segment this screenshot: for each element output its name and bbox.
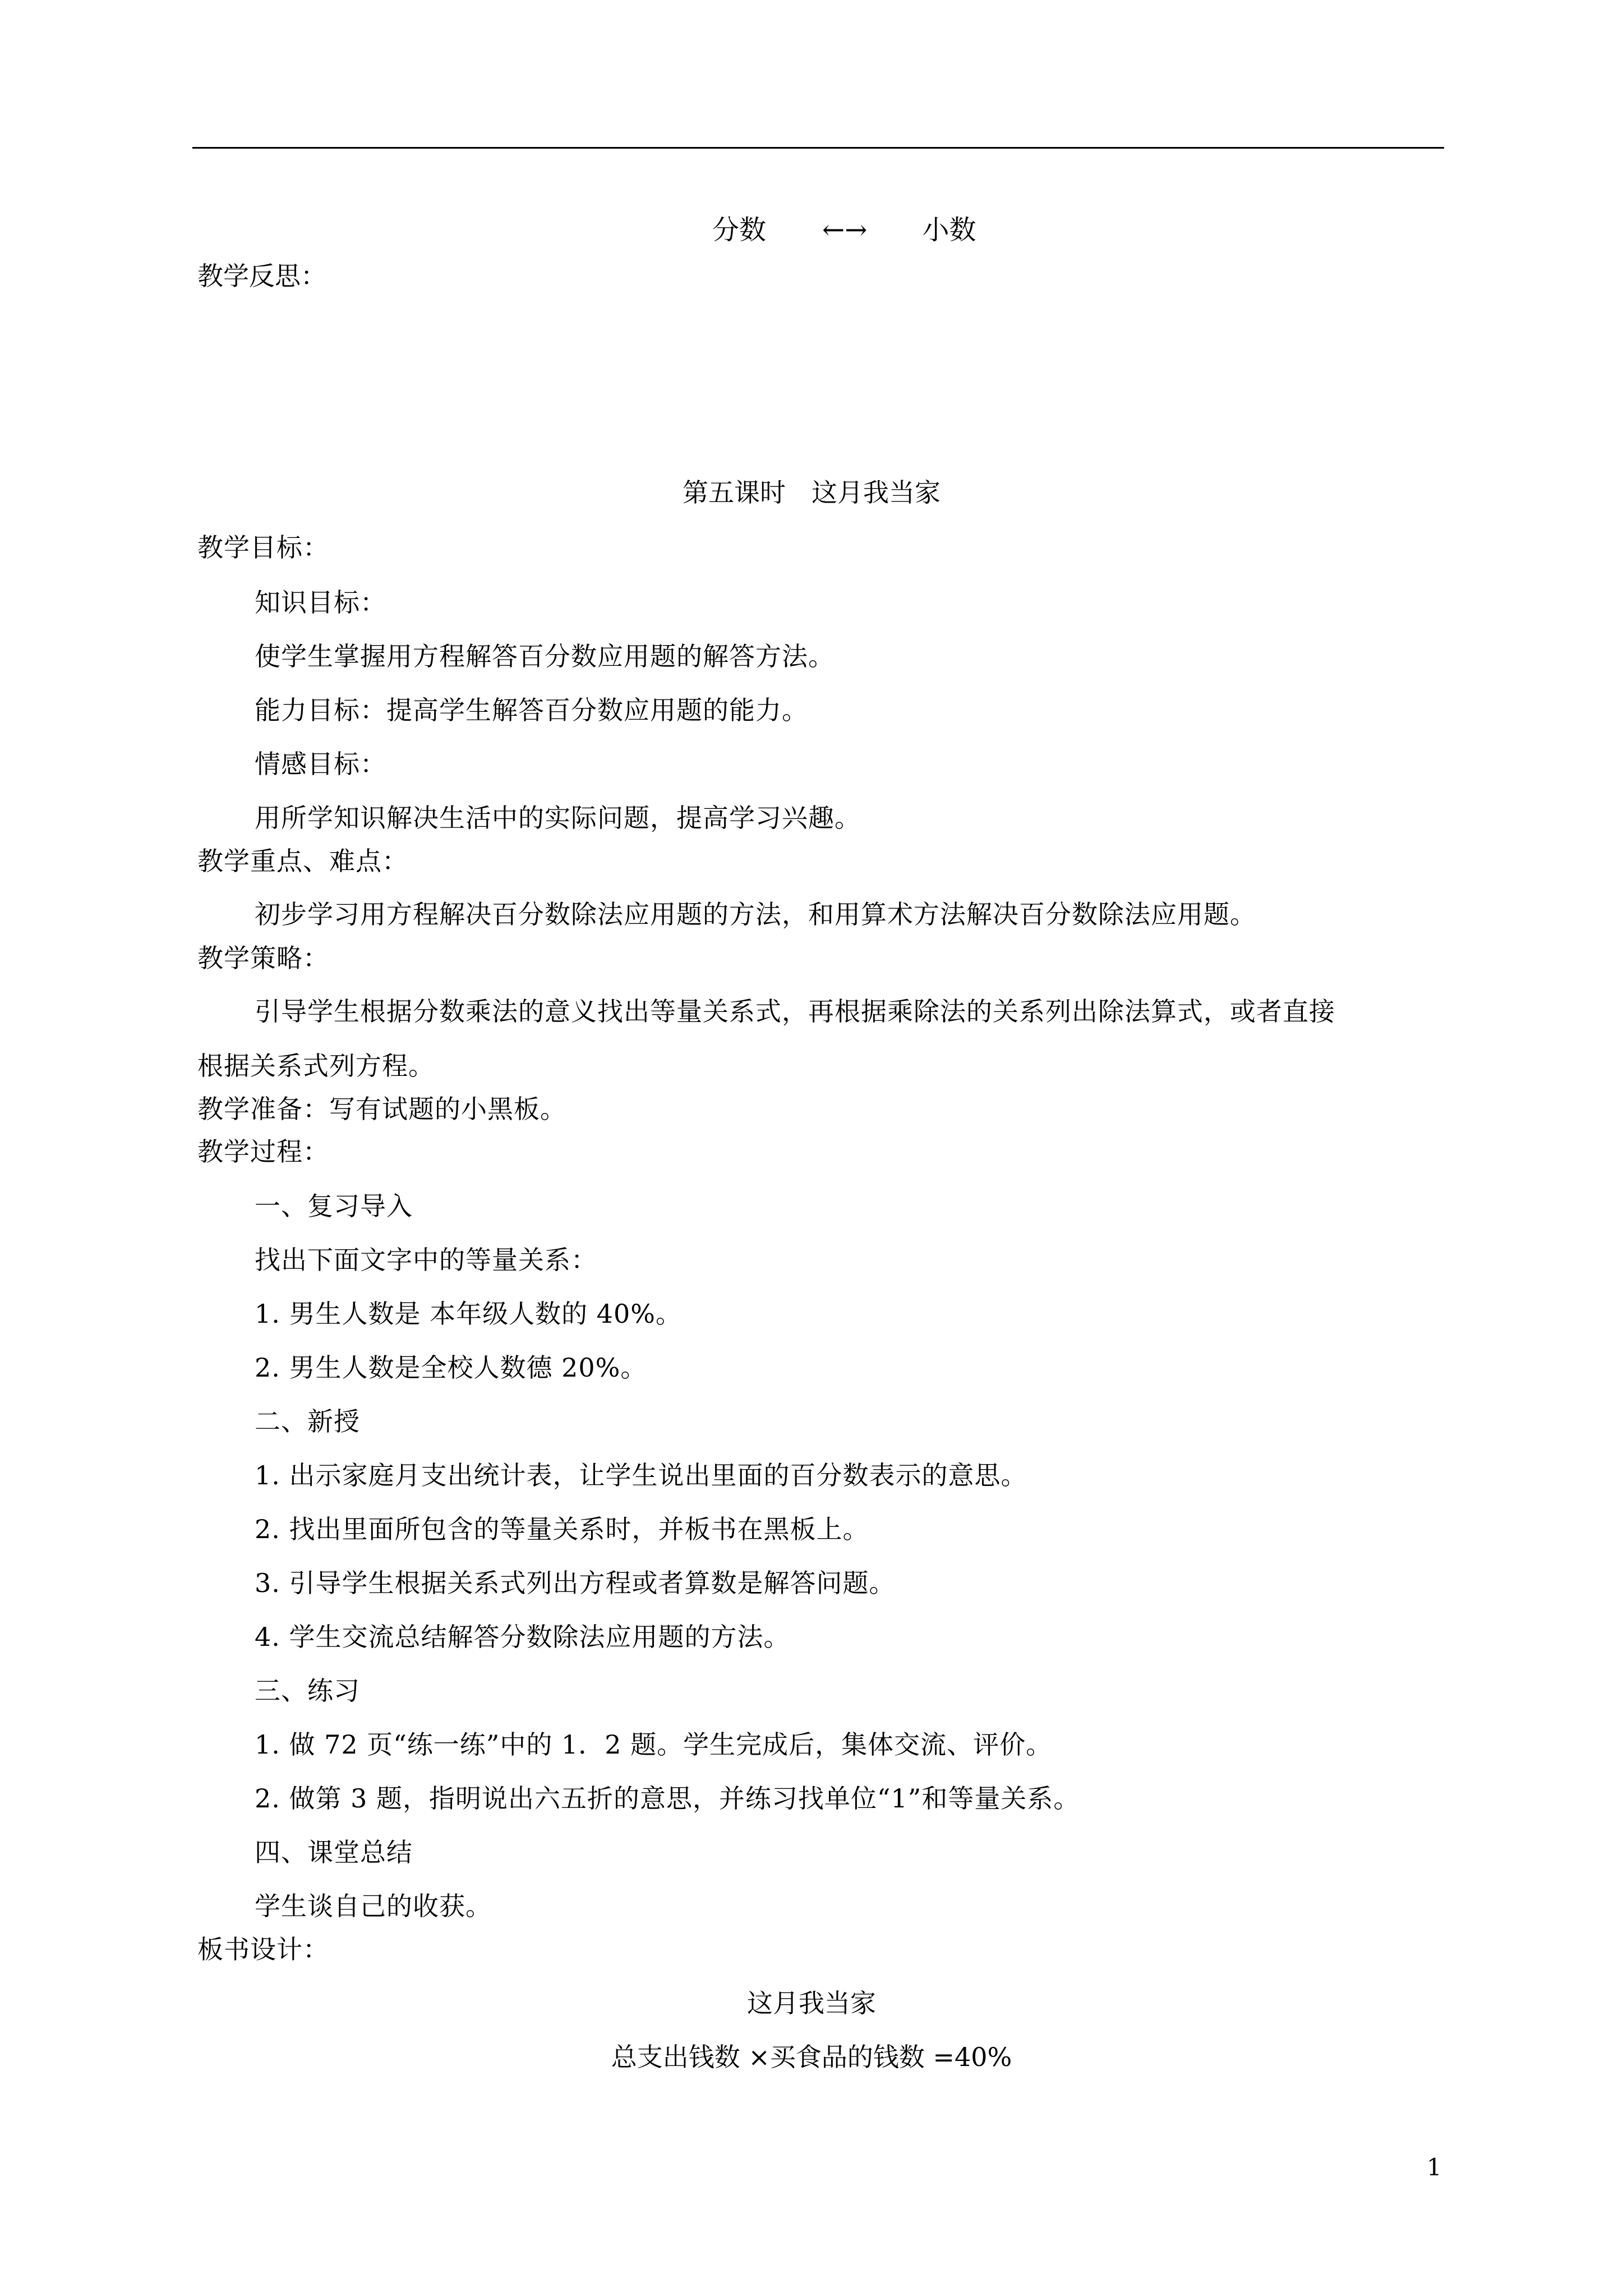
section-heading-preparation: 教学准备：写有试题的小黑板。: [197, 1094, 566, 1124]
step-new-lesson-heading: 二、新授: [255, 1406, 360, 1437]
knowledge-objective-label: 知识目标：: [255, 587, 386, 618]
fraction-decimal-conversion: [712, 213, 976, 247]
ability-objective: 能力目标：提高学生解答百分数应用题的能力。: [255, 695, 808, 725]
section-heading-key-points: 教学重点、难点：: [197, 846, 408, 876]
reflection-label: 教学反思：: [197, 261, 326, 291]
decimal-label: 小数: [922, 214, 976, 246]
review-item-2: 2. 男生人数是全校人数德 20%。: [255, 1352, 647, 1383]
section-heading-strategy: 教学策略：: [197, 943, 329, 973]
new-lesson-item-1: 1. 出示家庭月支出统计表，让学生说出里面的百分数表示的意思。: [255, 1460, 1027, 1490]
new-lesson-item-3: 3. 引导学生根据关系式列出方程或者算数是解答问题。: [255, 1568, 896, 1598]
review-item-1: 1. 男生人数是 本年级人数的 40%。: [255, 1299, 682, 1329]
knowledge-objective-text: 使学生掌握用方程解答百分数应用题的解答方法。: [255, 641, 834, 671]
practice-item-1: 1. 做 72 页“练一练”中的 1．2 题。学生完成后，集体交流、评价。: [255, 1729, 1053, 1760]
page-number: 1: [1427, 2154, 1442, 2181]
board-title: 这月我当家: [747, 1988, 876, 2018]
summary-text: 学生谈自己的收获。: [255, 1891, 492, 1921]
section-heading-board-design: 板书设计：: [197, 1934, 329, 1964]
fraction-label: 分数: [712, 214, 767, 246]
emotion-objective-text: 用所学知识解决生活中的实际问题，提高学习兴趣。: [255, 803, 861, 833]
lesson-title: 第五课时 这月我当家: [683, 477, 940, 508]
key-points-text: 初步学习用方程解决百分数除法应用题的方法，和用算术方法解决百分数除法应用题。: [255, 899, 1256, 930]
emotion-objective-label: 情感目标：: [255, 749, 386, 779]
new-lesson-item-4: 4. 学生交流总结解答分数除法应用题的方法。: [255, 1622, 790, 1652]
step-summary-heading: 四、课堂总结: [255, 1837, 413, 1867]
header-rule: [192, 147, 1444, 149]
strategy-text-line-2: 根据关系式列方程。: [197, 1051, 435, 1081]
double-arrow-icon: ←→: [822, 214, 868, 246]
section-heading-objectives: 教学目标：: [197, 532, 329, 563]
new-lesson-item-2: 2. 找出里面所包含的等量关系时，并板书在黑板上。: [255, 1514, 869, 1544]
board-formula: 总支出钱数 ×买食品的钱数 =40%: [611, 2042, 1012, 2072]
step-practice-heading: 三、练习: [255, 1676, 360, 1706]
step-review-heading: 一、复习导入: [255, 1191, 413, 1221]
review-instruction: 找出下面文字中的等量关系：: [255, 1245, 597, 1275]
practice-item-2: 2. 做第 3 题，指明说出六五折的意思，并练习找单位“1”和等量关系。: [255, 1783, 1080, 1814]
section-heading-process: 教学过程：: [197, 1137, 329, 1167]
strategy-text-line-1: 引导学生根据分数乘法的意义找出等量关系式，再根据乘除法的关系列出除法算式，或者直接: [255, 996, 1335, 1027]
